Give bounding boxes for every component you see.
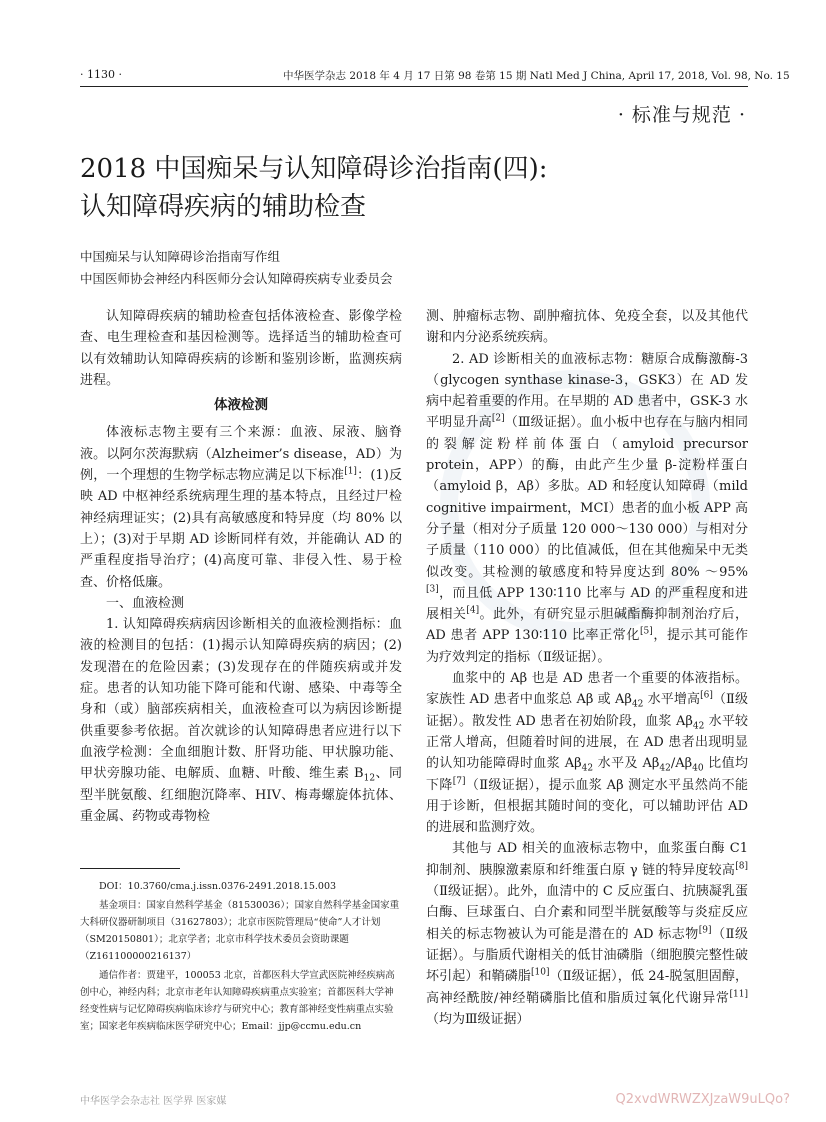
title-line-1: 2018 中国痴呆与认知障碍诊治指南(四): — [80, 154, 548, 184]
citation: [6] — [700, 691, 713, 702]
author-block — [80, 246, 393, 290]
author-line-2: 中国医师协会神经内科医师分会认知障碍疾病专业委员会 — [80, 271, 393, 286]
paragraph: 测、肿瘤标志物、副肿瘤抗体、免疫全套，以及其他代谢和内分泌系统疾病。 — [426, 309, 748, 346]
section-heading: 体液检测 — [214, 397, 268, 414]
journal-header: 中华医学杂志 2018 年 4 月 17 日第 98 卷第 15 期 Natl Med J China, April 17, 2018, Vol. 98, No. 15 — [283, 70, 790, 82]
article-title — [80, 150, 750, 226]
header-rule — [80, 86, 748, 87]
paragraph: 1. 认知障碍疾病病因诊断相关的血液检测指标：血液的检测目的包括：(1)揭示认知障碍疾病的病因；(2)发现潜在的危险因素；(3)发现存在的伴随疾病或并发症。患者的认知功能下降可能和代谢、感染、中毒等全身和（或）脑部疾病相关，血液检查可以为病因诊断提供重要参考依据。首次就诊的认知障碍患者应进行以下血液学检测：全血细胞计数、肝肾功能、甲状腺功能、甲状旁腺功能、电解质、血糖、叶酸、维生素 $B_{12}$、同型半胱氨酸、红细胞沉降率、HIV、梅毒螺旋体抗体、重金属、药物或毒物检 — [80, 617, 402, 824]
title-line-2: 认知障碍疾病的辅助检查 — [80, 192, 367, 222]
citation: [3] — [426, 584, 439, 595]
citation: [2] — [491, 414, 505, 425]
document-id: Q2xvdWRWZXJzaW9uLQo? — [615, 1092, 790, 1107]
section-tag: · 标准与规范 · — [617, 104, 746, 126]
citation: [8] — [735, 861, 748, 872]
citation: [10] — [531, 967, 550, 978]
author-line-1: 中国痴呆与认知障碍诊治指南写作组 — [80, 249, 281, 264]
paragraph: 其他与 AD 相关的血液标志物中，血浆蛋白酶 C1 抑制剂、胰腺激素原和纤维蛋白原 γ 链的特异度较高[8]（Ⅱ级证据）。此外，血清中的 C 反应蛋白、抗胰凝乳蛋白酶、巨球蛋白、白介素和同型半胱氨酸等与炎症反应相关的标志物被认为可能是潜在的 AD 标志物[9]（Ⅱ级证据）。与脂质代谢相关的低甘油磷脂（细胞膜完整性破坏引起）和鞘磷脂[10]（Ⅱ级证据），低 24-脱氢胆固醇，高神经酰胺/神经鞘磷脂比值和脂质过氧化代谢异常[11]（均为Ⅲ级证据） — [426, 841, 748, 1027]
left-column — [80, 306, 402, 827]
intro-paragraph: 认知障碍疾病的辅助检查包括体液检查、影像学检查、电生理检查和基因检测等。选择适当的辅助检查可以有效辅助认知障碍疾病的诊断和鉴别诊断，监测疾病进程。 — [80, 309, 402, 388]
citation: [1] — [344, 466, 357, 477]
page-number: · 1130 · — [80, 68, 122, 81]
paragraph: 体液标志物主要有三个来源：血液、尿液、脑脊液。以阿尔茨海默病（Alzheimer’s disease，AD）为例，一个理想的生物学标志物应满足以下标准[1]：(1)反映 AD 中枢神经系统病理生理的基本特点，且经过尸检神经病理证实；(2)具有高敏感度和特异度（均 80% 以上）；(3)对于早期 AD 诊断同样有效，并能确认 AD 的严重程度指导治疗；(4)高度可靠、非侵入性、易于检查、价格低廉。 — [80, 425, 402, 590]
paragraph: 血浆中的 Aβ 也是 AD 患者一个重要的体液指标。家族性 AD 患者中血浆总 Aβ 或 $A\beta_{42}$ 水平增高[6]（Ⅱ级证据）。散发性 AD 患者在初始阶段，血浆 $A\beta_{42}$ 水平较正常人增高，但随着时间的进展，在 AD 患者出现明显的认知功能障碍时血浆 $A\beta_{42}$ 水平及 $A\beta_{42}/A\beta_{40}$ 比值均下降[7]（Ⅱ级证据），提示血浆 Aβ 测定水平虽然尚不能用于诊断，但根据其随时间的变化，可以辅助评估 AD 的进展和监测疗效。 — [426, 671, 749, 836]
citation: [9] — [698, 925, 712, 936]
right-column — [426, 306, 748, 1030]
doi: DOI：10.3760/cma.j.issn.0376-2491.2018.15.003 — [99, 881, 337, 892]
correspondence-note: 通信作者：贾建平，100053 北京，首都医科大学宣武医院神经疾病高创中心，神经内科；北京市老年认知障碍疾病重点实验室；首都医科大学神经变性病与记忆障碍疾病临床诊疗与研究中心；教育部神经变性病重点实验室；国家老年疾病临床医学研究中心；Email：jjp@ccmu.edu.cn — [80, 970, 395, 1032]
footnotes — [80, 878, 402, 1037]
paragraph: 2. AD 诊断相关的血液标志物：糖原合成酶激酶-3（glycogen synthase kinase-3，GSK3）在 AD 发病中起着重要的作用。在早期的 AD 患者中，GSK-3 水平明显升高[2]（Ⅲ级证据）。血小板中也存在与脑内相同的裂解淀粉样前体蛋白（amyloid precursor protein，APP）的酶，由此产生少量 β-淀粉样蛋白（amyloid β，Aβ）多肽。AD 和轻度认知障碍（mild cognitive impairment，MCI）患者的血小板 APP 高分子量（相对分子质量 120 000～130 000）与相对分子质量（110 000）的比值减低，但在其他痴呆中无类似改变。其检测的敏感度和特异度达到 80% ～95%[3]，而且低 APP 130∶110 比率与 AD 的严重程度和进展相关[4]。此外，有研究显示胆碱酯酶抑制剂治疗后，AD 患者 APP 130∶110 比率正常化[5]，提示其可能作为疗效判定的指标（Ⅱ级证据）。 — [426, 351, 748, 665]
funding-note: 基金项目：国家自然科学基金（81530036）；国家自然科学基金国家重大科研仪器研制项目（31627803）；北京市医院管理局“使命”人才计划（SM20150801）；北京学者；北京市科学技术委员会资助课题（Z161100000216137） — [80, 900, 400, 962]
citation: [4] — [466, 605, 480, 616]
footnote-rule — [80, 868, 180, 869]
citation: [5] — [639, 627, 653, 638]
subsection-heading: 一、血液检测 — [106, 595, 185, 611]
citation: [11] — [729, 989, 748, 1000]
citation: [7] — [452, 776, 466, 787]
publisher-logo: 中华医学会杂志社 医学界 医家媒 — [80, 1096, 227, 1107]
